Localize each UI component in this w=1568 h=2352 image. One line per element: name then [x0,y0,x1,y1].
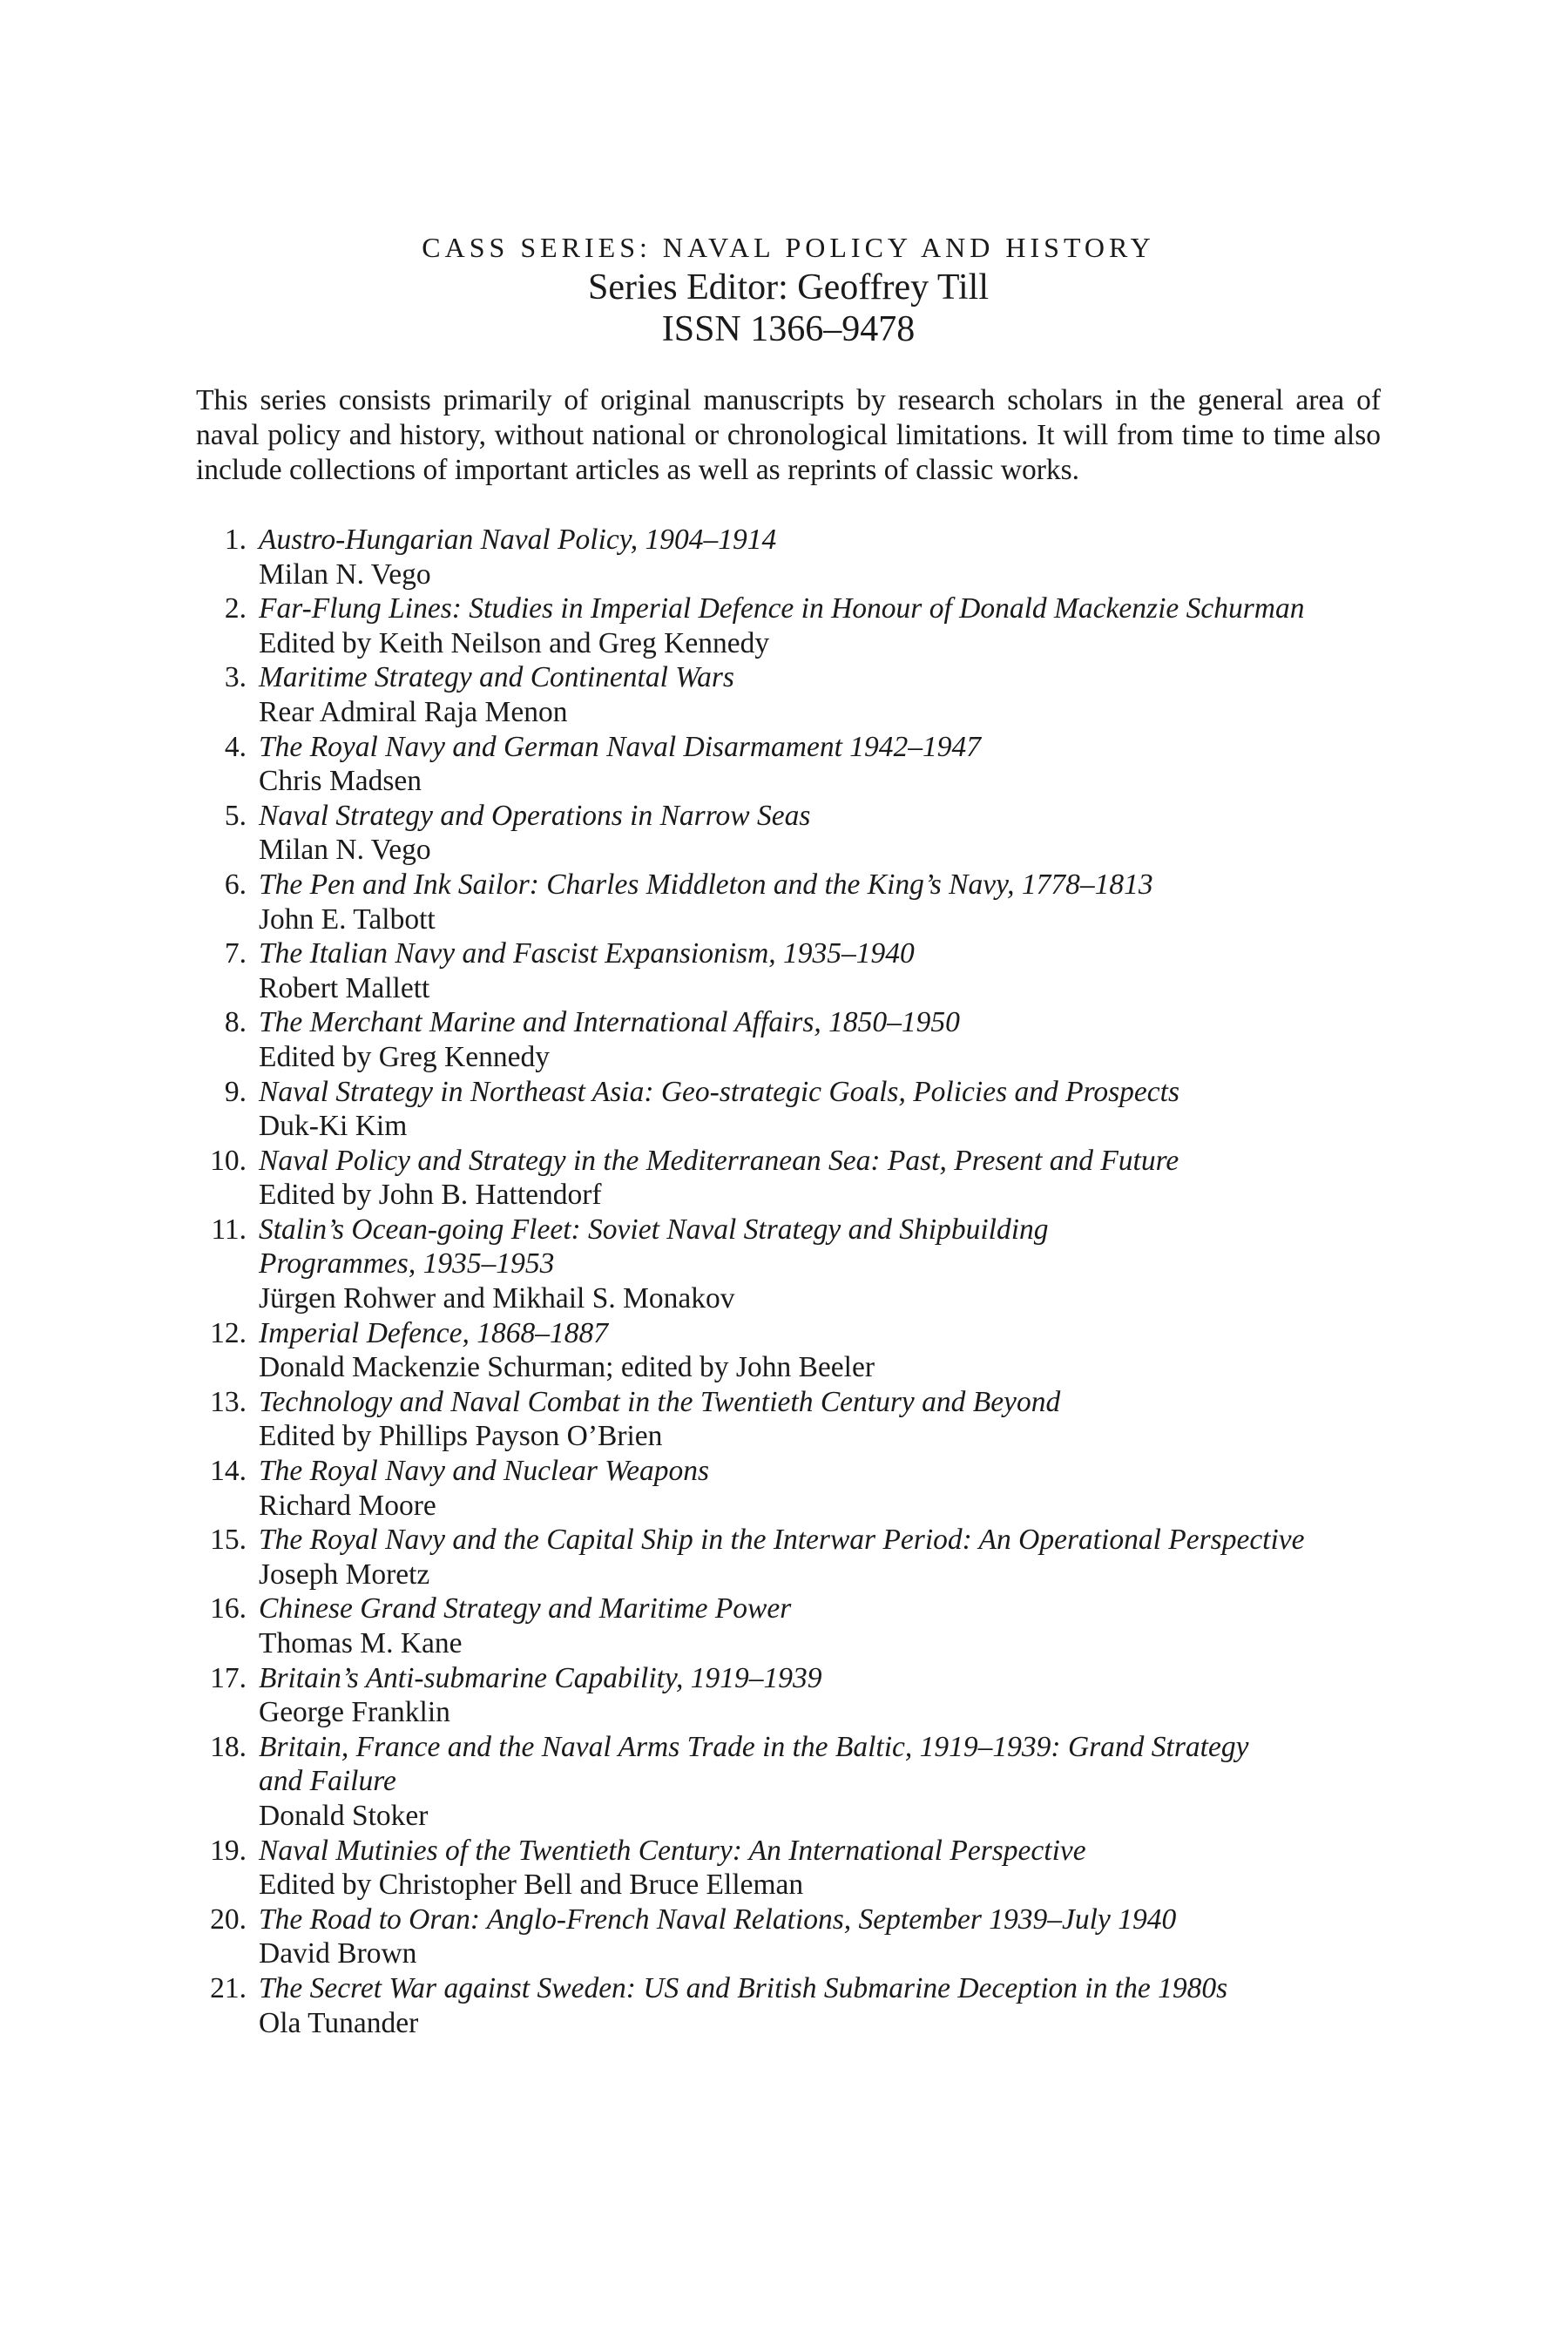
list-item [196,1316,1381,1385]
book-author: Rear Admiral Raja Menon [259,695,568,728]
book-title: Britain, France and the Naval Arms Trade in the Baltic, 1919–1939: Grand Strategy and Failure [259,1730,1249,1798]
book-title: The Pen and Ink Sailor: Charles Middleton and the King’s Navy, 1778–1813 [259,868,1153,901]
book-title: The Merchant Marine and International Affairs, 1850–1950 [259,1006,960,1039]
list-item [196,868,1381,936]
list-item [196,1730,1381,1834]
list-item [196,1075,1381,1144]
book-author: George Franklin [259,1696,450,1729]
series-editor: Series Editor: Geoffrey Till [587,267,990,308]
book-title: Imperial Defence, 1868–1887 [259,1316,608,1349]
list-item [196,1661,1381,1730]
book-number: 11. [211,1213,247,1246]
book-title: Naval Strategy in Northeast Asia: Geo-strategic Goals, Policies and Prospects [259,1075,1180,1108]
book-number: 6. [224,868,247,901]
series-header [196,228,1381,350]
list-item [196,591,1381,660]
book-number: 19. [210,1834,247,1867]
book-author: Richard Moore [259,1489,436,1522]
list-item [196,1385,1381,1454]
series-title: CASS SERIES: NAVAL POLICY AND HISTORY [422,232,1155,263]
book-title: Maritime Strategy and Continental Wars [259,661,734,694]
book-author: Edited by Phillips Payson O’Brien [259,1420,663,1453]
book-author: Donald Stoker [259,1799,429,1832]
book-title: Technology and Naval Combat in the Twentieth Century and Beyond [259,1385,1061,1418]
list-item [196,936,1381,1005]
book-list [196,523,1381,2040]
book-number: 18. [210,1730,247,1763]
book-page [196,0,1381,2352]
book-title: The Road to Oran: Anglo-French Naval Relations, September 1939–July 1940 [259,1903,1177,1936]
book-number: 4. [224,730,247,763]
book-author: Robert Mallett [259,971,430,1004]
book-author: John E. Talbott [259,902,436,936]
book-author: Edited by Keith Neilson and Greg Kennedy [259,626,770,659]
list-item [196,1005,1381,1074]
book-title: Austro-Hungarian Naval Policy, 1904–1914 [259,524,777,556]
list-item [196,1971,1381,2040]
book-author: Edited by John B. Hattendorf [259,1179,602,1212]
book-author: Chris Madsen [259,765,422,798]
list-item [196,1213,1381,1316]
book-author: Edited by Christopher Bell and Bruce Elleman [259,1869,804,1902]
book-author: Milan N. Vego [259,558,431,591]
list-item [196,523,1381,591]
series-description: This series consists primarily of original manuscripts by research scholars in the general area of naval policy and history, without national or chronological limitations. It will from time to time also include collections of important articles as well as reprints of classic works. [196,384,1381,486]
book-number: 1. [224,524,247,556]
book-number: 2. [224,592,247,625]
book-number: 15. [210,1524,247,1557]
book-author: Ola Tunander [259,2006,419,2039]
list-item [196,730,1381,799]
book-number: 12. [210,1316,247,1349]
book-number: 14. [210,1455,247,1488]
list-item [196,1903,1381,1971]
book-number: 7. [224,937,247,970]
book-number: 16. [210,1592,247,1625]
book-title: Naval Policy and Strategy in the Mediterranean Sea: Past, Present and Future [259,1144,1179,1177]
book-title: The Secret War against Sweden: US and British Submarine Deception in the 1980s [259,1971,1228,2004]
list-item [196,1144,1381,1213]
book-title: Stalin’s Ocean-going Fleet: Soviet Naval Strategy and Shipbuilding Programmes, 1935–1953 [259,1213,1049,1281]
book-title: Britain’s Anti-submarine Capability, 1919–1939 [259,1661,822,1694]
list-item [196,660,1381,729]
book-number: 9. [224,1075,247,1108]
book-title: Naval Mutinies of the Twentieth Century: An International Perspective [259,1834,1086,1867]
book-title: Naval Strategy and Operations in Narrow Seas [259,799,811,832]
list-item [196,1592,1381,1660]
list-item [196,1834,1381,1903]
book-author: Edited by Greg Kennedy [259,1040,550,1073]
book-title: The Royal Navy and Nuclear Weapons [259,1455,710,1488]
book-number: 17. [210,1661,247,1694]
list-item [196,799,1381,868]
book-number: 3. [224,661,247,694]
book-title: The Royal Navy and the Capital Ship in the Interwar Period: An Operational Perspective [259,1524,1305,1557]
book-number: 10. [210,1144,247,1177]
list-item [196,1454,1381,1523]
book-author: Duk-Ki Kim [259,1110,408,1143]
book-author: Joseph Moretz [259,1558,430,1591]
book-title: The Royal Navy and German Naval Disarmament 1942–1947 [259,730,982,763]
book-number: 21. [210,1971,247,2004]
book-title: The Italian Navy and Fascist Expansionism, 1935–1940 [259,937,915,970]
book-title: Chinese Grand Strategy and Maritime Power [259,1592,792,1625]
book-number: 20. [210,1903,247,1936]
book-author: Donald Mackenzie Schurman; edited by John Beeler [259,1351,875,1384]
book-number: 5. [224,799,247,832]
book-number: 13. [210,1385,247,1418]
book-number: 8. [224,1006,247,1039]
series-issn: ISSN 1366–9478 [661,309,916,349]
book-author: Jürgen Rohwer and Mikhail S. Monakov [259,1282,735,1315]
list-item [196,1523,1381,1592]
book-title: Far-Flung Lines: Studies in Imperial Defence in Honour of Donald Mackenzie Schurman [259,592,1305,625]
book-author: Thomas M. Kane [259,1627,463,1659]
book-author: Milan N. Vego [259,834,431,867]
book-author: David Brown [259,1937,417,1970]
